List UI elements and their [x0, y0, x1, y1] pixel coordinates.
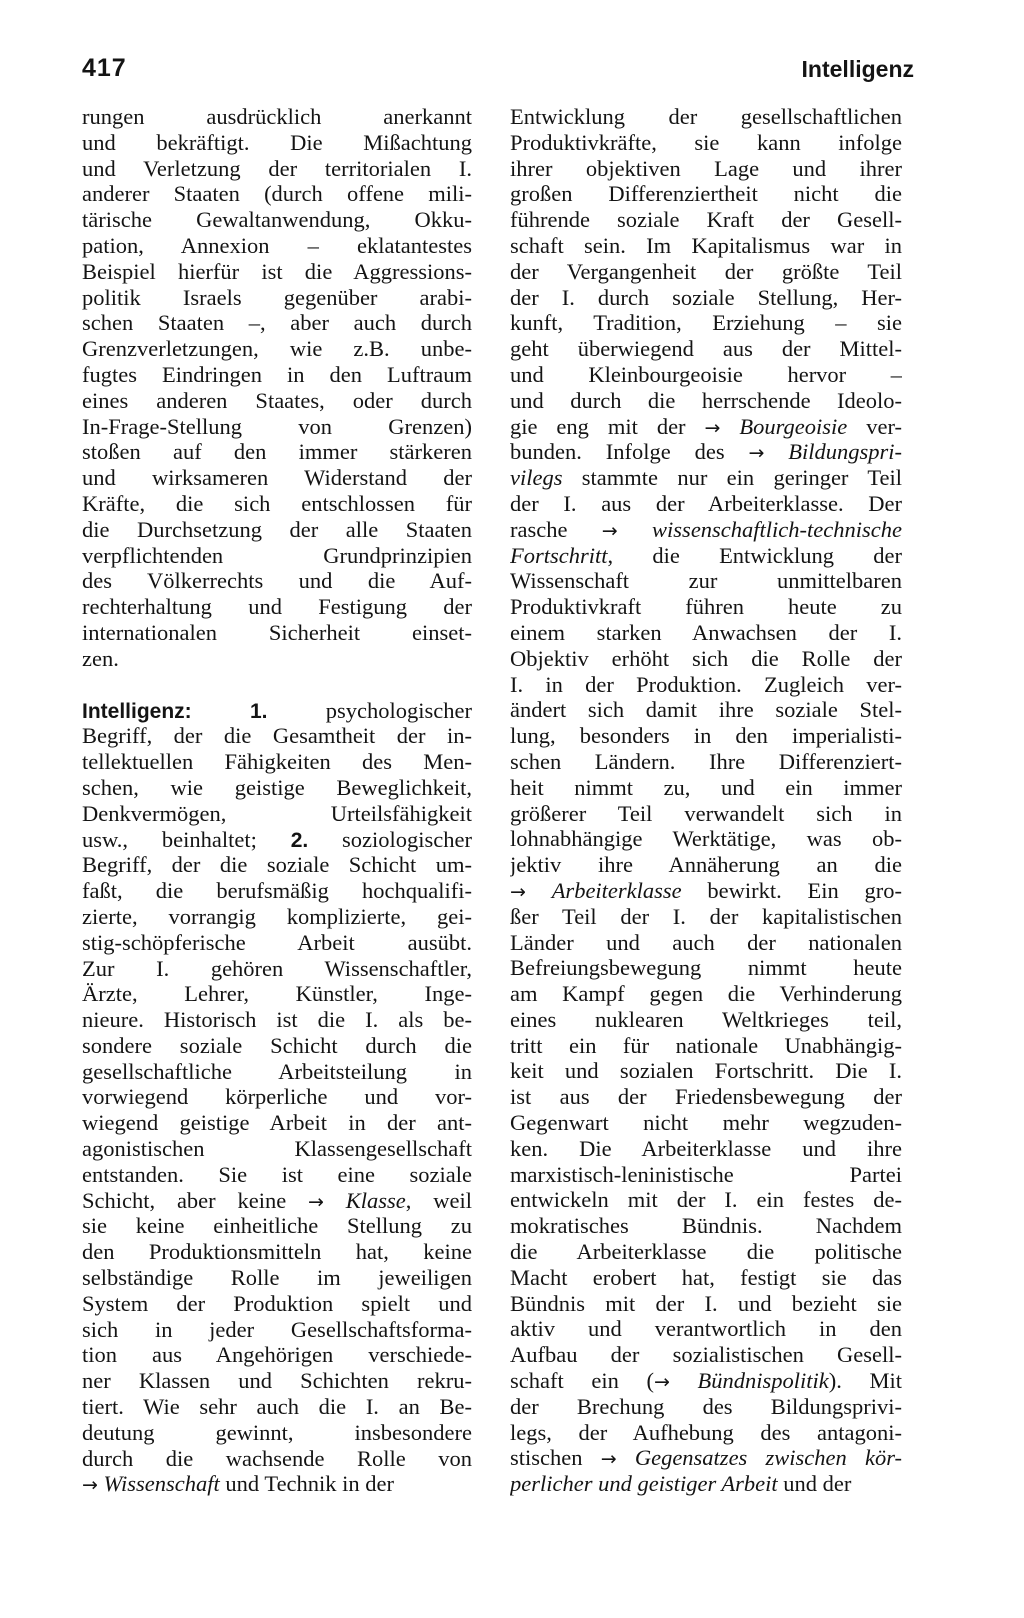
text-line: geht überwiegend aus der Mittel- — [510, 336, 902, 362]
text-line: ihrer objektiven Lage und ihrer — [510, 155, 902, 181]
text-line: mokratisches Bündnis. Nachdem — [510, 1213, 902, 1239]
text-line: entwickeln mit der I. ein festes de- — [510, 1187, 902, 1213]
text-line: Produktivkräfte, sie kann infolge — [510, 129, 902, 155]
text-line: stig-schöpferische Arbeit ausübt. — [82, 929, 472, 955]
text-line: und durch die herrschende Ideolo- — [510, 387, 902, 413]
text-line: kunft, Tradition, Erziehung – sie — [510, 310, 902, 336]
text-line: wiegend geistige Arbeit in der ant- — [82, 1110, 472, 1136]
cross-reference: Fortschritt — [510, 542, 608, 568]
text-line: den Produktionsmitteln hat, keine — [82, 1239, 472, 1265]
cross-reference-arrow-icon: → — [704, 416, 721, 439]
text-line: ist aus der Friedensbewegung der — [510, 1084, 902, 1110]
text-line: selbständige Rolle im jeweiligen — [82, 1265, 472, 1291]
text-line: Aufbau der sozialistischen Gesell- — [510, 1342, 902, 1368]
cross-reference-arrow-icon: → — [510, 880, 526, 903]
text-line: internationalen Sicherheit einset- — [82, 619, 472, 645]
cross-reference: vilegs — [510, 465, 563, 491]
running-head: Intelligenz — [801, 56, 914, 82]
text-line: schaft ein (→ Bündnispolitik). Mit — [510, 1368, 902, 1394]
text-line: die Durchsetzung der alle Staaten — [82, 516, 472, 542]
text-line: jektiv ihre Annäherung an die — [510, 852, 902, 878]
text-line: Produktivkraft führen heute zu — [510, 594, 902, 620]
text-line: keit und sozialen Fortschritt. Die I. — [510, 1058, 902, 1084]
text-line: Befreiungsbewegung nimmt heute — [510, 955, 902, 981]
cross-reference: Gegensatzes zwischen kör- — [634, 1445, 902, 1471]
text-line: bunden. Infolge des → Bildungspri- — [510, 439, 902, 465]
text-line: perlicher und geistiger Arbeit und der — [510, 1471, 852, 1497]
text-line: ändert sich damit ihre soziale Stel- — [510, 697, 902, 723]
text-line: usw., beinhaltet; 2. soziologischer — [82, 826, 472, 852]
text-line: schen, wie geistige Beweglichkeit, — [82, 774, 472, 800]
cross-reference: Wissenschaft — [103, 1471, 220, 1497]
text-line: nieure. Historisch ist die I. als be- — [82, 1007, 472, 1033]
text-line: aktiv und verantwortlich in den — [510, 1316, 902, 1342]
cross-reference-arrow-icon: → — [600, 1448, 617, 1471]
text-line: → Arbeiterklasse bewirkt. Ein gro- — [510, 877, 902, 903]
text-line: rechterhaltung und Festigung der — [82, 594, 472, 620]
text-line: Schicht, aber keine → Klasse, weil — [82, 1187, 472, 1213]
page-number: 417 — [82, 54, 127, 82]
cross-reference-arrow-icon: → — [308, 1190, 324, 1213]
text-line: die Arbeiterklasse die politische — [510, 1239, 902, 1265]
text-line: Begriff, der die soziale Schicht um- — [82, 852, 472, 878]
text-line: System der Produktion spielt und — [82, 1290, 472, 1316]
text-line: verpflichtenden Grundprinzipien — [82, 542, 472, 568]
text-line: Kräfte, die sich entschlossen für — [82, 490, 472, 516]
text-line: politik Israels gegenüber arabi- — [82, 284, 472, 310]
text-line: tellektuellen Fähigkeiten des Men- — [82, 749, 472, 775]
text-line: tärische Gewaltanwendung, Okku- — [82, 207, 472, 233]
text-line: großen Differenziertheit nicht die — [510, 181, 902, 207]
text-line: durch die wachsende Rolle von — [82, 1445, 472, 1471]
text-line: ßer Teil der I. der kapitalistischen — [510, 903, 902, 929]
cross-reference-arrow-icon: → — [82, 1474, 98, 1497]
text-line: I. in der Produktion. Zugleich ver- — [510, 671, 902, 697]
cross-reference: Bündnispolitik — [697, 1368, 829, 1394]
text-line: Fortschritt, die Entwicklung der — [510, 542, 902, 568]
text-line: Intelligenz: 1. psychologischer — [82, 697, 472, 723]
cross-reference-arrow-icon: → — [748, 442, 765, 465]
text-line: In-Frage-Stellung von Grenzen) — [82, 413, 472, 439]
text-line: und Kleinbourgeoisie hervor – — [510, 361, 902, 387]
text-line: vilegs stammte nur ein geringer Teil — [510, 465, 902, 491]
text-line: sondere soziale Schicht durch die — [82, 1032, 472, 1058]
text-line: größerer Teil verwandelt sich in — [510, 800, 902, 826]
text-line: faßt, die berufsmäßig hochqualifi- — [82, 878, 472, 904]
cross-reference: Klasse — [345, 1187, 406, 1213]
text-line: ner Klassen und Schichten rekru- — [82, 1368, 472, 1394]
cross-reference: Bildungspri- — [788, 439, 902, 465]
entry-intelligenz — [82, 698, 472, 1498]
text-line: schen Staaten –, aber auch durch — [82, 310, 472, 336]
text-line: Ärzte, Lehrer, Künstler, Inge- — [82, 981, 472, 1007]
text-line: der Brechung des Bildungsprivi- — [510, 1393, 902, 1419]
entry-separator — [82, 672, 472, 698]
text-line: tion aus Angehörigen verschiede- — [82, 1342, 472, 1368]
text-line: schen Ländern. Ihre Differenziert- — [510, 748, 902, 774]
text-line: Wissenschaft zur unmittelbaren — [510, 568, 902, 594]
text-line: Zur I. gehören Wissenschaftler, — [82, 955, 472, 981]
text-line: heit nimmt zu, und ein immer — [510, 774, 902, 800]
text-line: führende soziale Kraft der Gesell- — [510, 207, 902, 233]
text-line: stischen → Gegensatzes zwischen kör- — [510, 1445, 902, 1471]
text-line: fugtes Eindringen in den Luftraum — [82, 361, 472, 387]
text-line: Gegenwart nicht mehr wegzuden- — [510, 1110, 902, 1136]
text-line: der I. durch soziale Stellung, Her- — [510, 284, 902, 310]
cross-reference: Arbeiterklasse — [551, 877, 682, 903]
text-line: agonistischen Klassengesellschaft — [82, 1136, 472, 1162]
text-line: Objektiv erhöht sich die Rolle der — [510, 645, 902, 671]
text-line: einem starken Anwachsen der I. — [510, 619, 902, 645]
text-line: Beispiel hierfür ist die Aggressions- — [82, 258, 472, 284]
text-line: der I. aus der Arbeiterklasse. Der — [510, 490, 902, 516]
text-line: marxistisch-leninistische Partei — [510, 1161, 902, 1187]
text-line: Grenzverletzungen, wie z.B. unbe- — [82, 336, 472, 362]
right-column — [510, 104, 902, 1497]
entry-headword: Intelligenz: — [82, 699, 192, 723]
text-line: zen. — [82, 645, 119, 671]
text-line: und Verletzung der territorialen I. — [82, 155, 472, 181]
text-line: Macht erobert hat, festigt sie das — [510, 1264, 902, 1290]
text-line: ken. Die Arbeiterklasse und ihre — [510, 1135, 902, 1161]
text-line: und bekräftigt. Die Mißachtung — [82, 129, 472, 155]
text-line: tiert. Wie sehr auch die I. an Be- — [82, 1394, 472, 1420]
text-line: der Vergangenheit der größte Teil — [510, 258, 902, 284]
text-line: zierte, vorrangig komplizierte, gei- — [82, 903, 472, 929]
text-line: Entwicklung der gesellschaftlichen — [510, 104, 902, 129]
text-line: deutung gewinnt, insbesondere — [82, 1419, 472, 1445]
text-line: Bündnis mit der I. und bezieht sie — [510, 1290, 902, 1316]
text-line: pation, Annexion – eklatantestes — [82, 232, 472, 258]
text-line: tritt ein für nationale Unabhängig- — [510, 1032, 902, 1058]
cross-reference-arrow-icon: → — [653, 1371, 670, 1394]
text-line: sie keine einheitliche Stellung zu — [82, 1213, 472, 1239]
text-line: schaft sein. Im Kapitalismus war in — [510, 232, 902, 258]
text-line: am Kampf gegen die Verhinderung — [510, 981, 902, 1007]
cross-reference: Bourgeoisie — [739, 413, 848, 439]
sense-number: 1. — [249, 699, 268, 723]
paragraph-territorial-integrity — [82, 104, 472, 672]
text-line: des Völkerrechts und die Auf- — [82, 568, 472, 594]
text-line: entstanden. Sie ist eine soziale — [82, 1161, 472, 1187]
text-line: legs, der Aufhebung des antagoni- — [510, 1419, 902, 1445]
text-line: lung, besonders in den imperialisti- — [510, 723, 902, 749]
text-line: lohnabhängige Werktätige, was ob- — [510, 826, 902, 852]
text-line: → Wissenschaft und Technik in der — [82, 1471, 395, 1497]
text-line: stoßen auf den immer stärkeren — [82, 439, 472, 465]
text-line: rasche → wissenschaftlich-technische — [510, 516, 902, 542]
cross-reference: perlicher und geistiger Arbeit — [510, 1471, 778, 1497]
text-line: eines anderen Staates, oder durch — [82, 387, 472, 413]
cross-reference: wissenschaftlich-technische — [652, 516, 902, 542]
text-line: rungen ausdrücklich anerkannt — [82, 104, 472, 129]
cross-reference-arrow-icon: → — [601, 519, 618, 542]
sense-number: 2. — [290, 828, 309, 852]
text-line: und wirksameren Widerstand der — [82, 465, 472, 491]
text-line: eines nuklearen Weltkrieges teil, — [510, 1006, 902, 1032]
text-line: Denkvermögen, Urteilsfähigkeit — [82, 800, 472, 826]
text-line: anderer Staaten (durch offene mili- — [82, 181, 472, 207]
text-line: Begriff, der die Gesamtheit der in- — [82, 723, 472, 749]
left-column — [82, 104, 472, 1497]
text-line: gesellschaftliche Arbeitsteilung in — [82, 1058, 472, 1084]
text-line: gie eng mit der → Bourgeoisie ver- — [510, 413, 902, 439]
text-line: Länder und auch der nationalen — [510, 929, 902, 955]
text-line: vorwiegend körperliche und vor- — [82, 1084, 472, 1110]
text-line: sich in jeder Gesellschaftsforma- — [82, 1316, 472, 1342]
